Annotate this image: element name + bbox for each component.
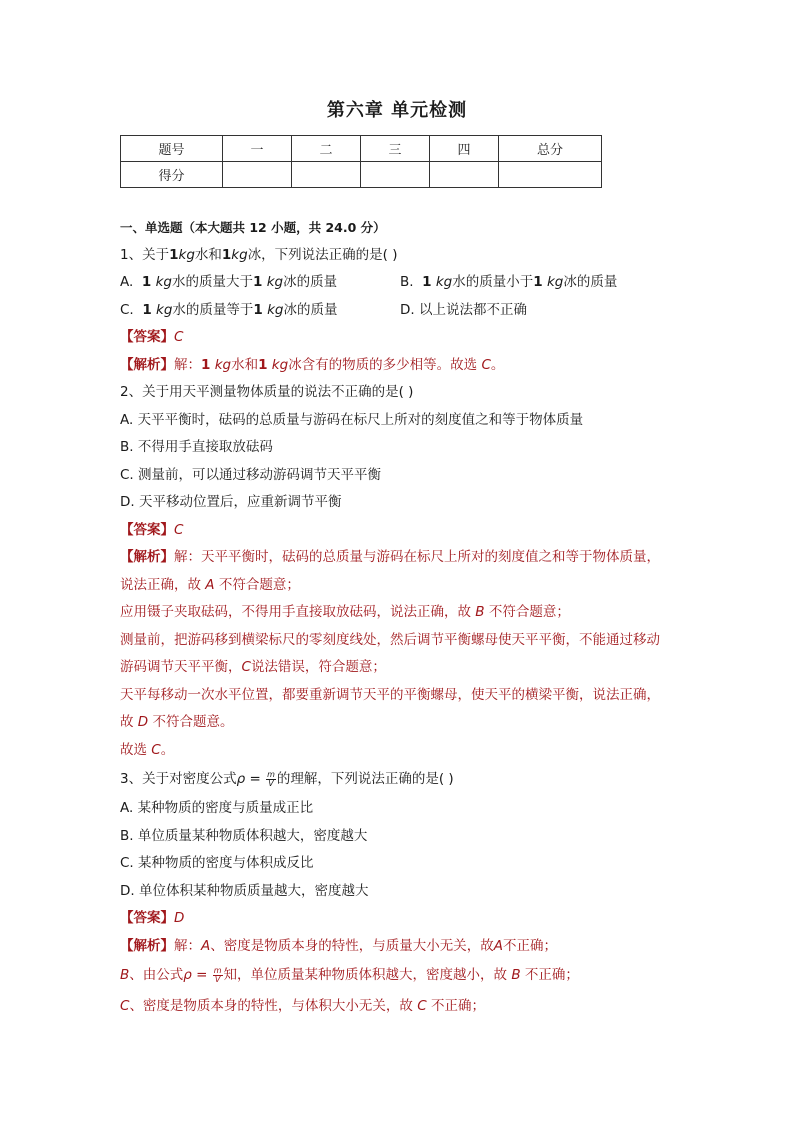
text: kg (155, 274, 172, 290)
text: 【解析】 (120, 938, 174, 954)
text: 、由公式 (129, 967, 184, 983)
text: 【答案】 (120, 910, 174, 926)
question-2-analysis-line (120, 575, 300, 595)
question-2-answer (120, 520, 183, 540)
text: 1 (141, 274, 152, 290)
text: kg (271, 357, 289, 373)
text: A. (120, 274, 134, 290)
text: 不正确； (430, 998, 485, 1014)
score-input-cell[interactable] (292, 162, 361, 188)
text: C (174, 522, 184, 538)
text: 故选 (120, 742, 147, 758)
text: D (137, 714, 149, 730)
question-3-stem (120, 769, 454, 789)
text: 冰的质量 (563, 274, 618, 290)
text: 1 (221, 247, 232, 263)
text: V (268, 778, 274, 788)
page-title: 第六章 单元检测 (326, 100, 468, 121)
text: kg (156, 302, 173, 318)
text: 不符合题意； (488, 604, 570, 620)
text: C (481, 357, 491, 373)
text: 不正确； (503, 938, 557, 954)
text: 1 (169, 247, 179, 263)
text: 水的质量小于 (452, 274, 534, 290)
text: 不符合题意。 (152, 714, 234, 730)
score-table-header-cell: 四 (430, 136, 499, 162)
question-1-option-d[interactable]: D. 以上说法都不正确 (400, 302, 527, 318)
question-1-option-b[interactable] (400, 272, 617, 292)
question-3-analysis-line (120, 936, 557, 956)
text: kg (214, 357, 232, 373)
text: 【答案】 (120, 329, 174, 345)
question-2-analysis-line: 测量前，把游码移到横梁标尺的零刻度线处，然后调节平衡螺母使天平平衡，不能通过移动 (120, 632, 660, 648)
text: 1 (533, 274, 543, 290)
text: B (120, 967, 130, 983)
text: B. (400, 274, 414, 290)
text: 水的质量大于 (171, 274, 253, 290)
question-1-analysis (120, 355, 504, 375)
text: kg (178, 247, 195, 263)
text: 冰的质量 (283, 274, 338, 290)
text: 不符合题意； (218, 577, 300, 593)
text: 冰的质量 (283, 302, 338, 318)
question-2-analysis-line (120, 712, 234, 732)
score-table-header-cell: 二 (292, 136, 361, 162)
text: A (493, 938, 503, 954)
text: C (174, 329, 184, 345)
text: 说法错误，符合题意； (250, 659, 386, 675)
text: kg (546, 274, 564, 290)
text: 1 (253, 302, 263, 318)
text: 。 (160, 742, 175, 758)
text: 【解析】 (120, 357, 174, 373)
score-table-header-row (121, 136, 602, 162)
question-1-option-c[interactable] (120, 300, 338, 320)
text: 【解析】 (120, 549, 174, 565)
text: 知，单位质量某种物质体积越大，密度越小，故 (223, 967, 508, 983)
text: B (475, 604, 485, 620)
text: C (417, 998, 427, 1014)
text: C (120, 998, 130, 1014)
score-input-cell[interactable] (499, 162, 602, 188)
text: 、密度是物质本身的特性，与体积大小无关，故 (129, 998, 413, 1014)
text: 应用镊子夹取砝码，不得用手直接取放砝码，说法正确，故 (120, 604, 471, 620)
text: 1 (252, 274, 263, 290)
text: V (214, 974, 221, 984)
question-3-option-b[interactable]: B. 单位质量某种物质体积越大，密度越大 (120, 828, 368, 844)
density-formula-fraction (266, 771, 276, 788)
text: kg (267, 302, 284, 318)
score-table-score-row (121, 162, 602, 188)
text: kg (266, 274, 284, 290)
text: m (213, 965, 222, 975)
text: C (151, 742, 161, 758)
section-heading: 一、单选题（本大题共 12 小题，共 24.0 分） (120, 220, 386, 235)
question-1-option-a[interactable] (120, 272, 337, 292)
text: 冰含有的物质的多少相等。故选 (288, 357, 478, 373)
question-2-analysis-line: 天平每移动一次水平位置，都要重新调节天平的平衡螺母，使天平的横梁平衡，说法正确， (120, 687, 660, 703)
question-3-option-d[interactable]: D. 单位体积某种物质质量越大，密度越大 (120, 883, 369, 899)
text: kg (231, 247, 248, 263)
text: 。 (490, 357, 505, 373)
text: A (201, 938, 211, 954)
text: ρ = (236, 771, 266, 787)
question-2-option-d[interactable]: D. 天平移动位置后，应重新调节平衡 (120, 494, 342, 510)
text: 1 (142, 302, 152, 318)
text: 解： (174, 357, 201, 373)
text: ρ = (183, 967, 212, 983)
question-1-answer (120, 327, 183, 347)
density-formula-fraction (213, 967, 223, 984)
text: 的理解，下列说法正确的是( ) (276, 771, 454, 787)
score-table-header-cell: 一 (223, 136, 292, 162)
text: 1 (258, 357, 268, 373)
question-2-analysis-line (120, 602, 570, 622)
question-2-option-b[interactable]: B. 不得用手直接取放砝码 (120, 439, 273, 455)
score-input-cell[interactable] (223, 162, 292, 188)
text: 1 (201, 357, 211, 373)
question-3-answer (120, 908, 184, 928)
text: 故 (120, 714, 134, 730)
question-3-analysis-line (120, 965, 579, 985)
question-2-option-a[interactable]: A. 天平平衡时，砝码的总质量与游码在标尺上所对的刻度值之和等于物体质量 (120, 412, 584, 428)
text: C (241, 659, 251, 675)
score-table (120, 135, 602, 188)
text: C. (120, 302, 134, 318)
text: m (267, 769, 275, 779)
score-table-header-cell: 总分 (499, 136, 602, 162)
text: 解：天平平衡时，砝码的总质量与游码在标尺上所对的刻度值之和等于物体质量， (174, 549, 660, 565)
question-2-analysis-line (120, 740, 174, 760)
question-2-analysis-line (120, 657, 386, 677)
score-table-header-cell: 题号 (121, 136, 223, 162)
text: 不正确； (524, 967, 579, 983)
text: 水的质量等于 (172, 302, 254, 318)
text: 冰，下列说法正确的是( ) (247, 247, 398, 263)
question-3-option-c[interactable]: C. 某种物质的密度与体积成反比 (120, 855, 314, 871)
text: 、密度是物质本身的特性，与质量大小无关，故 (210, 938, 494, 954)
text: 3、关于对密度公式 (120, 771, 237, 787)
text: 游码调节天平平衡， (120, 659, 242, 675)
question-1-stem (120, 245, 398, 265)
text: 说法正确，故 (120, 577, 201, 593)
score-table-header-cell: 三 (361, 136, 430, 162)
text: 水和 (194, 247, 222, 263)
score-row-label: 得分 (121, 162, 223, 188)
text: A (205, 577, 215, 593)
text: 1 (422, 274, 432, 290)
question-2-option-c[interactable]: C. 测量前，可以通过移动游码调节天平平衡 (120, 467, 382, 483)
score-input-cell[interactable] (361, 162, 430, 188)
question-2-stem: 2、关于用天平测量物体质量的说法不正确的是( ) (120, 384, 414, 400)
text: B (511, 967, 521, 983)
text: 水和 (231, 357, 259, 373)
score-input-cell[interactable] (430, 162, 499, 188)
text: kg (435, 274, 453, 290)
text: 【答案】 (120, 522, 174, 538)
text: 1、关于 (120, 247, 170, 263)
question-2-analysis-line (120, 547, 660, 567)
question-3-analysis-line (120, 996, 485, 1016)
text: 解： (174, 938, 201, 954)
text: D (174, 910, 185, 926)
question-3-option-a[interactable]: A. 某种物质的密度与质量成正比 (120, 800, 314, 816)
